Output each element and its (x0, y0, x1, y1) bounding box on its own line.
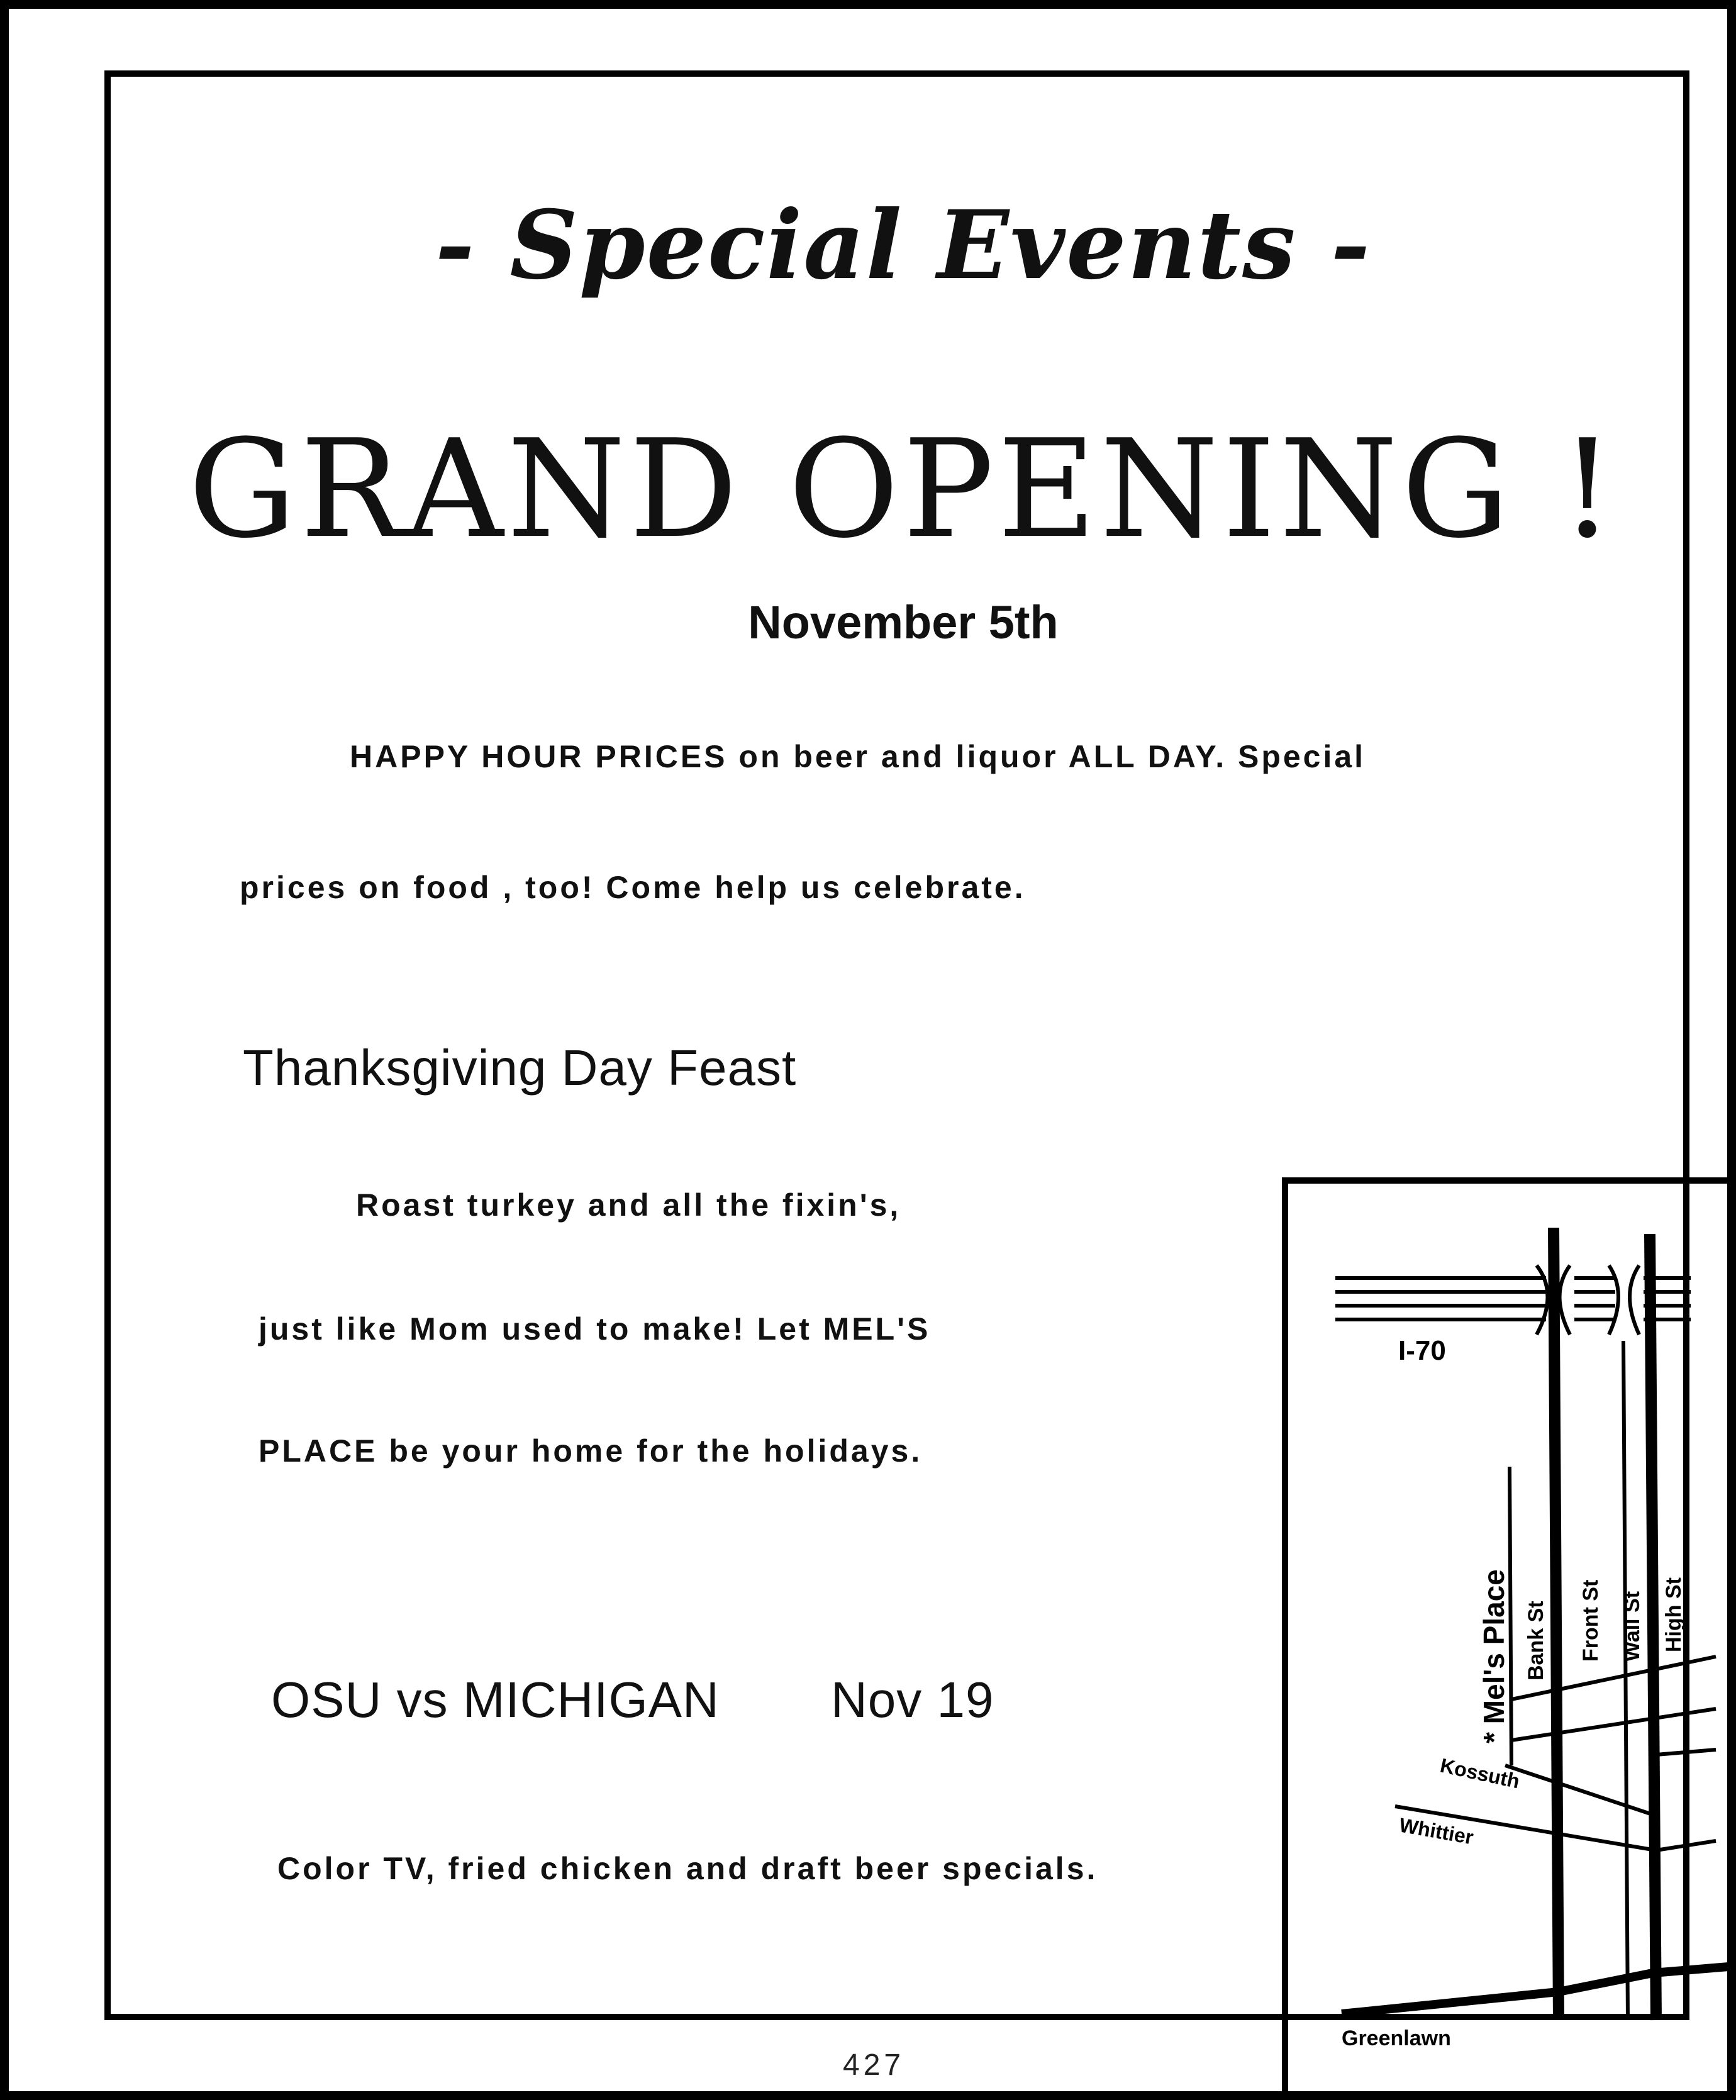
kossuth-street-line (1505, 1765, 1656, 1816)
bank-street-label: Bank St (1524, 1601, 1548, 1681)
game-text-line-1: Color TV, fried chicken and draft beer specials. (277, 1851, 1098, 1886)
whittier-street-label: Whittier (1397, 1813, 1476, 1849)
high-street-line (1650, 1234, 1656, 2020)
wall-street-label: Wall St (1620, 1591, 1644, 1662)
thanksgiving-title: Thanksgiving Day Feast (243, 1040, 797, 1096)
thanksgiving-text-line-3: PLACE be your home for the holidays. (259, 1433, 923, 1469)
special-events-heading: - Special Events - (435, 190, 1372, 301)
grand-opening-text-line-2: prices on food , too! Come help us celebrate. (240, 870, 1026, 905)
wall-street-line (1623, 1341, 1628, 2020)
greenlawn-street-label: Greenlawn (1342, 2026, 1451, 2050)
street-map (1288, 1184, 1736, 2096)
grand-opening-text-line-1: HAPPY HOUR PRICES on beer and liquor ALL DAY. Special (350, 739, 1366, 774)
mels-place-marker: * Mel's Place (1477, 1569, 1510, 1743)
thanksgiving-text-line-2: just like Mom used to make! Let MEL'S (259, 1311, 931, 1347)
grand-opening-title: GRAND OPENING ! (188, 410, 1618, 568)
highway-i70 (1335, 1265, 1691, 1335)
directions-map (1282, 1177, 1736, 2096)
cross-street-3 (1656, 1750, 1716, 1755)
thanksgiving-text-line-1: Roast turkey and all the fixin's, (356, 1187, 901, 1223)
greenlawn-street-line (1342, 1967, 1728, 2014)
highway-label: I-70 (1398, 1335, 1446, 1366)
cross-street-4 (1656, 1841, 1716, 1850)
advertisement-frame (104, 70, 1689, 2050)
front-street-line (1554, 1228, 1559, 2020)
page-number: 427 (843, 2048, 905, 2082)
game-date: Nov 19 (831, 1672, 994, 1728)
kossuth-street-label: Kossuth (1438, 1753, 1522, 1793)
high-street-label: High St (1662, 1577, 1686, 1652)
front-street-label: Front St (1579, 1579, 1603, 1662)
game-title: OSU vs MICHIGAN (271, 1672, 720, 1728)
grand-opening-date: November 5th (748, 596, 1059, 648)
cross-street-2 (1511, 1709, 1716, 1740)
